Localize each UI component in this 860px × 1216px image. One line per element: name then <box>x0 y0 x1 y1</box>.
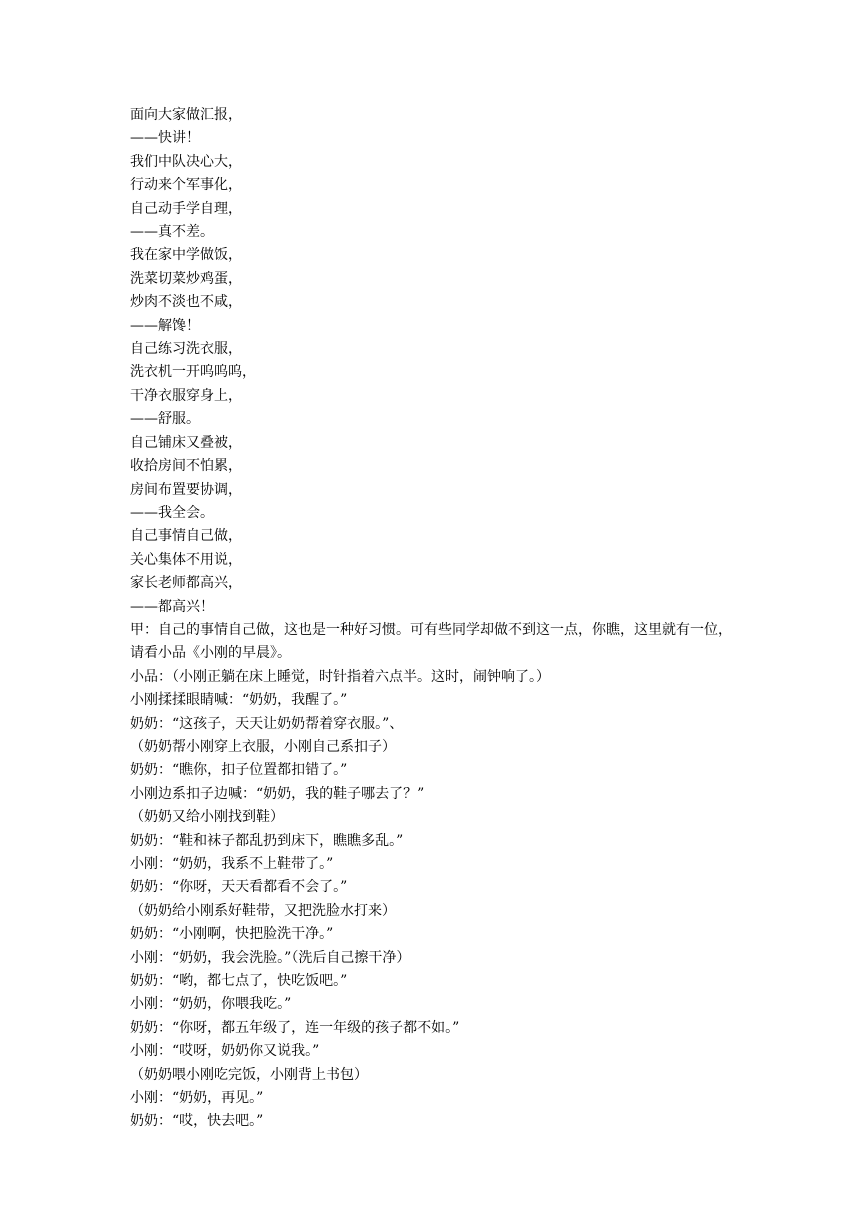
poem-line: ——真不差。 <box>130 224 214 241</box>
poem-line: 关心集体不用说， <box>130 551 242 568</box>
dialogue-line: （奶奶帮小刚穿上衣服，小刚自己系扣子） <box>130 738 396 755</box>
poem-line: 家长老师都高兴， <box>130 575 242 592</box>
poem-line: 自己事情自己做， <box>130 528 242 545</box>
dialogue-line: 小刚：“奶奶，你喂我吃。” <box>130 996 292 1013</box>
poem-line: 自己铺床又叠被， <box>130 434 242 451</box>
dialogue-line: 小刚边系扣子边喊：“奶奶，我的鞋子哪去了？” <box>130 785 425 802</box>
poem-block <box>130 104 740 619</box>
poem-line: 房间布置要协调， <box>130 481 242 498</box>
dialogue-line: 小刚：“奶奶，我会洗脸。”（洗后自己擦干净） <box>130 949 411 966</box>
document-page <box>130 104 740 1134</box>
poem-line: 收拾房间不怕累， <box>130 458 242 475</box>
poem-line: 自己动手学自理， <box>130 200 242 217</box>
dialogue-line: 小刚：“奶奶，再见。” <box>130 1090 264 1107</box>
dialogue-line: 奶奶：“鞋和袜子都乱扔到床下，瞧瞧多乱。” <box>130 832 404 849</box>
poem-line: 我们中队决心大， <box>130 153 242 170</box>
narration-paragraph: 甲：自己的事情自己做，这也是一种好习惯。可有些同学却做不到这一点，你瞧，这里就有一位，请看小品《小刚的早晨》。 <box>130 621 732 662</box>
dialogue-line: 奶奶：“你呀，天天看都看不会了。” <box>130 879 348 896</box>
poem-line: 自己练习洗衣服， <box>130 341 242 358</box>
dialogue-line: 小刚揉揉眼睛喊：“奶奶，我醒了。” <box>130 692 348 709</box>
skit-dialogue <box>130 666 740 1134</box>
poem-line: 行动来个军事化， <box>130 177 242 194</box>
dialogue-line: （奶奶又给小刚找到鞋） <box>130 809 284 826</box>
dialogue-line: （奶奶喂小刚吃完饭，小刚背上书包） <box>130 1066 368 1083</box>
dialogue-line: 奶奶：“这孩子，天天让奶奶帮着穿衣服。”、 <box>130 715 404 732</box>
dialogue-line: （奶奶给小刚系好鞋带，又把洗脸水打来） <box>130 902 396 919</box>
poem-line: ——都高兴！ <box>130 598 214 615</box>
poem-line: 我在家中学做饭， <box>130 247 242 264</box>
dialogue-line: 奶奶：“小刚啊，快把脸洗干净。” <box>130 926 334 943</box>
poem-line: ——舒服。 <box>130 411 200 428</box>
dialogue-line: 小刚：“哎呀，奶奶你又说我。” <box>130 1043 320 1060</box>
poem-line: 洗衣机一开呜呜呜， <box>130 364 256 381</box>
poem-line: 洗菜切菜炒鸡蛋， <box>130 270 242 287</box>
poem-line: 面向大家做汇报， <box>130 107 242 123</box>
dialogue-line: 小品：（小刚正躺在床上睡觉，时针指着六点半。这时，闹钟响了。） <box>130 668 550 685</box>
poem-line: ——解馋！ <box>130 317 200 334</box>
dialogue-line: 奶奶：“瞧你，扣子位置都扣错了。” <box>130 762 348 779</box>
dialogue-line: 奶奶：“哟，都七点了，快吃饭吧。” <box>130 973 348 990</box>
poem-line: ——我全会。 <box>130 504 214 521</box>
dialogue-line: 奶奶：“你呀，都五年级了，连一年级的孩子都不如。” <box>130 1019 460 1036</box>
poem-line: 干净衣服穿身上， <box>130 387 242 404</box>
dialogue-line: 奶奶：“哎，快去吧。” <box>130 1113 264 1130</box>
poem-line: 炒肉不淡也不咸， <box>130 294 242 311</box>
poem-line: ——快讲！ <box>130 130 200 147</box>
dialogue-line: 小刚：“奶奶，我系不上鞋带了。” <box>130 856 334 872</box>
